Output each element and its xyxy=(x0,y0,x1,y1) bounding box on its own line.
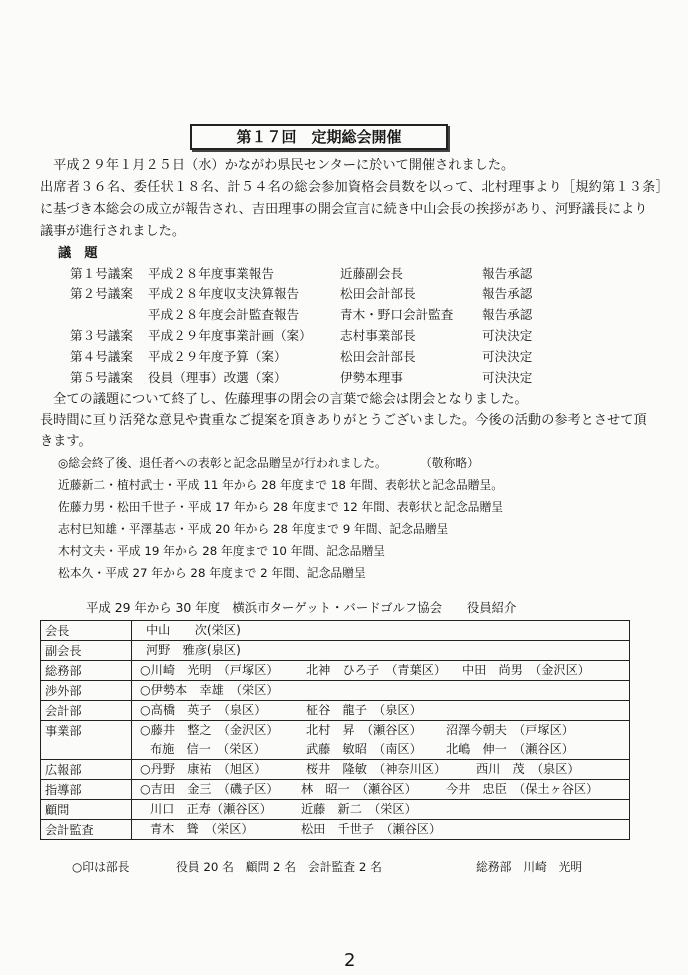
officer-role: 顧問 xyxy=(41,800,132,820)
table-row xyxy=(41,641,630,661)
agenda-no: 第３号議案 xyxy=(70,328,133,343)
officer-name: 近藤 新二 （栄区） xyxy=(301,802,417,816)
officer-name: 北嶋 伸一 （瀬谷区） xyxy=(446,742,574,756)
intro-line-3: に基づき本総会の成立が報告され、吉田理事の開会宣言に続き中山会長の挨拶があり、河野議長により xyxy=(40,202,648,217)
intro-line-1: 平成２９年１月２５日（水）かながわ県民センターに於いて開催されました。 xyxy=(40,158,515,173)
officer-name: 中山 次(栄区) xyxy=(146,623,241,637)
officer-name: 河野 雅彦(泉区) xyxy=(146,643,241,657)
officer-name: 柾谷 龍子 （泉区） xyxy=(306,703,422,717)
officer-role: 会長 xyxy=(41,621,132,641)
award-line: 志村巳知雄・平澤基志・平成 20 年から 28 年度まで 9 年間、記念品贈呈 xyxy=(58,522,449,536)
agenda-no: 第２号議案 xyxy=(70,286,133,301)
table-row xyxy=(41,701,630,721)
officer-name: ○藤井 整之 （金沢区） xyxy=(140,723,279,737)
award-line: 近藤新二・植村武士・平成 11 年から 28 年度まで 18 年間、表彰状と記念品贈呈。 xyxy=(58,478,504,492)
officer-role: 総務部 xyxy=(41,661,132,681)
closing-line-3: きます。 xyxy=(40,434,92,449)
agenda-presenter: 志村事業部長 xyxy=(340,328,416,343)
officer-name: 松田 千世子 （瀬谷区） xyxy=(301,822,442,836)
officer-name: ○高橋 英子 （泉区） xyxy=(140,703,267,717)
award-heading: ◎総会終了後、退任者への表彰と記念品贈呈が行われました。 xyxy=(58,456,387,470)
agenda-result: 報告承認 xyxy=(482,286,533,301)
officer-name: 北村 昇 （瀬谷区） xyxy=(306,723,422,737)
agenda-result: 報告承認 xyxy=(482,266,533,281)
agenda-list xyxy=(0,264,688,388)
officer-name: ○川崎 光明 （戸塚区） xyxy=(140,663,279,677)
officer-name: 布施 信一 （栄区） xyxy=(150,742,266,756)
officer-role: 指導部 xyxy=(41,780,132,800)
officer-name: 桜井 隆敏 （神奈川区） xyxy=(306,762,447,776)
agenda-result: 可決決定 xyxy=(482,349,533,364)
officer-role: 事業部 xyxy=(41,721,132,760)
agenda-presenter: 伊勢本理事 xyxy=(340,370,403,385)
officer-role: 広報部 xyxy=(41,760,132,780)
page-title: 第１７回 定期総会開催 xyxy=(190,124,448,150)
table-row xyxy=(41,621,630,641)
officer-name: 武藤 敏昭 （南区） xyxy=(306,742,422,756)
award-line: 木村文夫・平成 19 年から 28 年度まで 10 年間、記念品贈呈 xyxy=(58,544,386,558)
agenda-heading: 議 題 xyxy=(58,246,98,261)
agenda-presenter: 松田会計部長 xyxy=(340,349,416,364)
officer-role: 会計部 xyxy=(41,701,132,721)
officer-name: ○丹野 康祐 （旭区） xyxy=(140,762,267,776)
agenda-item: 平成２９年度事業計画（案） xyxy=(148,328,312,343)
agenda-item: 平成２９年度予算（案） xyxy=(148,349,287,364)
intro-line-4: 議事が進行されました。 xyxy=(40,224,186,239)
agenda-result: 可決決定 xyxy=(482,370,533,385)
officers-title: 平成 29 年から 30 年度 横浜市ターゲット・バードゴルフ協会 役員紹介 xyxy=(86,600,517,615)
agenda-result: 報告承認 xyxy=(482,307,533,322)
footer-counts: 役員 20 名 顧問 2 名 会計監査 2 名 xyxy=(176,860,382,874)
officer-name: 西川 茂 （泉区） xyxy=(476,762,580,776)
intro-line-2: 出席者３６名、委任状１８名、計５４名の総会参加資格会員数を以って、北村理事より［規約第１３条］ xyxy=(40,180,669,195)
agenda-item: 平成２８年度会計監査報告 xyxy=(148,307,300,322)
table-row xyxy=(41,800,630,820)
agenda-no: 第１号議案 xyxy=(70,266,133,281)
officer-name: 今井 忠臣 （保土ヶ谷区） xyxy=(446,782,599,796)
award-line: 松本久・平成 27 年から 28 年度まで 2 年間、記念品贈呈 xyxy=(58,566,366,580)
agenda-presenter: 松田会計部長 xyxy=(340,286,416,301)
agenda-presenter: 青木・野口会計監査 xyxy=(340,307,454,322)
footer-note: ○印は部長 xyxy=(72,860,130,874)
closing-line-1: 全ての議題について終了し、佐藤理事の閉会の言葉で総会は閉会となりました。 xyxy=(40,392,528,407)
officer-name: 沼澤今朝夫 （戸塚区） xyxy=(446,723,574,737)
agenda-result: 可決決定 xyxy=(482,328,533,343)
closing-line-2: 長時間に亘り活発な意見や貴重なご提案を頂きありがとうございました。今後の活動の参考とさせて頂 xyxy=(40,413,647,428)
officer-name: ○吉田 金三 （磯子区） xyxy=(140,782,279,796)
award-note: （敬称略） xyxy=(420,456,479,470)
officer-name: ○伊勢本 幸雄 （栄区） xyxy=(140,683,279,697)
table-row xyxy=(41,780,630,800)
officer-role: 副会長 xyxy=(41,641,132,661)
table-row xyxy=(41,721,630,760)
officers-table xyxy=(40,620,630,840)
officer-name: 青木 聳 （栄区） xyxy=(150,822,254,836)
page-number: 2 xyxy=(344,950,356,971)
officer-name: 中田 尚男 （金沢区） xyxy=(462,663,590,677)
agenda-no: 第４号議案 xyxy=(70,349,133,364)
agenda-item: 平成２８年度事業報告 xyxy=(148,266,274,281)
table-row xyxy=(41,820,630,840)
officer-name: 川口 正寿（瀬谷区） xyxy=(150,802,272,816)
award-line: 佐藤力男・松田千世子・平成 17 年から 28 年度まで 12 年間、表彰状と記念品贈呈 xyxy=(58,500,504,514)
officer-name: 北神 ひろ子 （青葉区） xyxy=(306,663,447,677)
footer-signature: 総務部 川崎 光明 xyxy=(476,860,583,874)
officer-role: 会計監査 xyxy=(41,820,132,840)
agenda-no: 第５号議案 xyxy=(70,370,133,385)
officer-name: 林 昭一 （瀬谷区） xyxy=(301,782,417,796)
agenda-presenter: 近藤副会長 xyxy=(340,266,403,281)
table-row xyxy=(41,661,630,681)
officer-role: 渉外部 xyxy=(41,681,132,701)
table-row xyxy=(41,681,630,701)
table-row xyxy=(41,760,630,780)
agenda-item: 平成２８年度収支決算報告 xyxy=(148,286,300,301)
agenda-item: 役員（理事）改選（案） xyxy=(148,370,287,385)
